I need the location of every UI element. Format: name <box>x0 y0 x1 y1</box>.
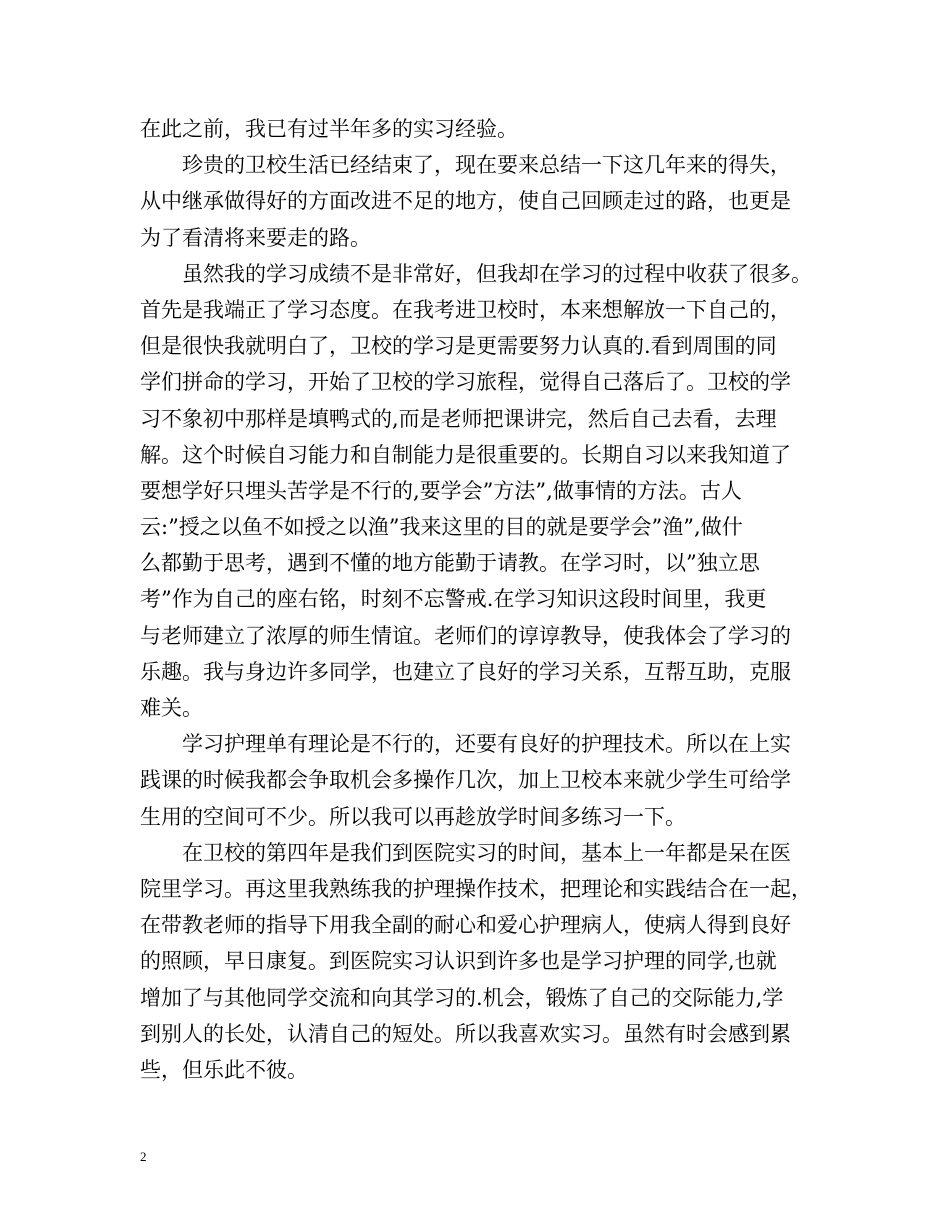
text-line: 到别人的长处，认清自己的短处。所以我喜欢实习。虽然有时会感到累 <box>140 1021 791 1046</box>
text-line: 云:”授之以鱼不如授之以渔”我来这里的目的就是要学会”渔”,做什 <box>140 515 743 540</box>
text-line: 要想学好只埋头苦学是不行的,要学会”方法”,做事情的方法。古人 <box>140 478 742 503</box>
body-text <box>140 111 840 1088</box>
text-line: 从中继承做得好的方面改进不足的地方，使自己回顾走过的路，也更是 <box>140 189 791 214</box>
text-line: 乐趣。我与身边许多同学，也建立了良好的学习关系，互帮互助，克服 <box>140 659 791 684</box>
text-line: 增加了与其他同学交流和向其学习的.机会，锻炼了自己的交际能力,学 <box>140 985 784 1010</box>
text-line: 珍贵的卫校生活已经结束了，现在要来总结一下这几年来的得失， <box>182 153 791 178</box>
text-line: 在此之前，我已有过半年多的实习经验。 <box>140 117 518 141</box>
text-line: 践课的时候我都会争取机会多操作几次，加上卫校本来就少学生可给学 <box>140 768 791 793</box>
text-line: 难关。 <box>140 696 203 720</box>
text-line: 学习护理单有理论是不行的，还要有良好的护理技术。所以在上实 <box>182 732 791 757</box>
text-line: 么都勤于思考，遇到不懂的地方能勤于请教。在学习时，以”独立思 <box>140 551 760 576</box>
text-line: 在卫校的第四年是我们到医院实习的时间，基本上一年都是呆在医 <box>182 840 791 865</box>
text-line: 解。这个时候自习能力和自制能力是很重要的。长期自习以来我知道了 <box>140 442 791 467</box>
text-line: 生用的空间可不少。所以我可以再趁放学时间多练习一下。 <box>140 804 686 829</box>
text-line: 虽然我的学习成绩不是非常好，但我却在学习的过程中收获了很多。 <box>182 261 812 286</box>
text-line: 院里学习。再这里我熟练我的护理操作技术，把理论和实践结合在一起， <box>140 876 812 901</box>
text-line: 首先是我端正了学习态度。在我考进卫校时，本来想解放一下自己的， <box>140 297 791 322</box>
text-line: 但是很快我就明白了，卫校的学习是更需要努力认真的.看到周围的同 <box>140 334 777 359</box>
page-number: 2 <box>140 1149 147 1164</box>
text-line: 学们拼命的学习，开始了卫校的学习旅程，觉得自己落后了。卫校的学 <box>140 370 791 395</box>
text-line: 的照顾，早日康复。到医院实习认识到许多也是学习护理的同学,也就 <box>140 949 777 974</box>
text-line: 习不象初中那样是填鸭式的,而是老师把课讲完，然后自己去看，去理 <box>140 406 777 431</box>
text-line: 为了看清将来要走的路。 <box>140 225 371 250</box>
text-line: 在带教老师的指导下用我全副的耐心和爱心护理病人，使病人得到良好 <box>140 913 791 938</box>
text-line: 考”作为自己的座右铭，时刻不忘警戒.在学习知识这段时间里，我更 <box>140 587 767 612</box>
text-line: 与老师建立了浓厚的师生情谊。老师们的谆谆教导，使我体会了学习的 <box>140 623 791 648</box>
text-line: 些，但乐此不彼。 <box>140 1057 308 1082</box>
